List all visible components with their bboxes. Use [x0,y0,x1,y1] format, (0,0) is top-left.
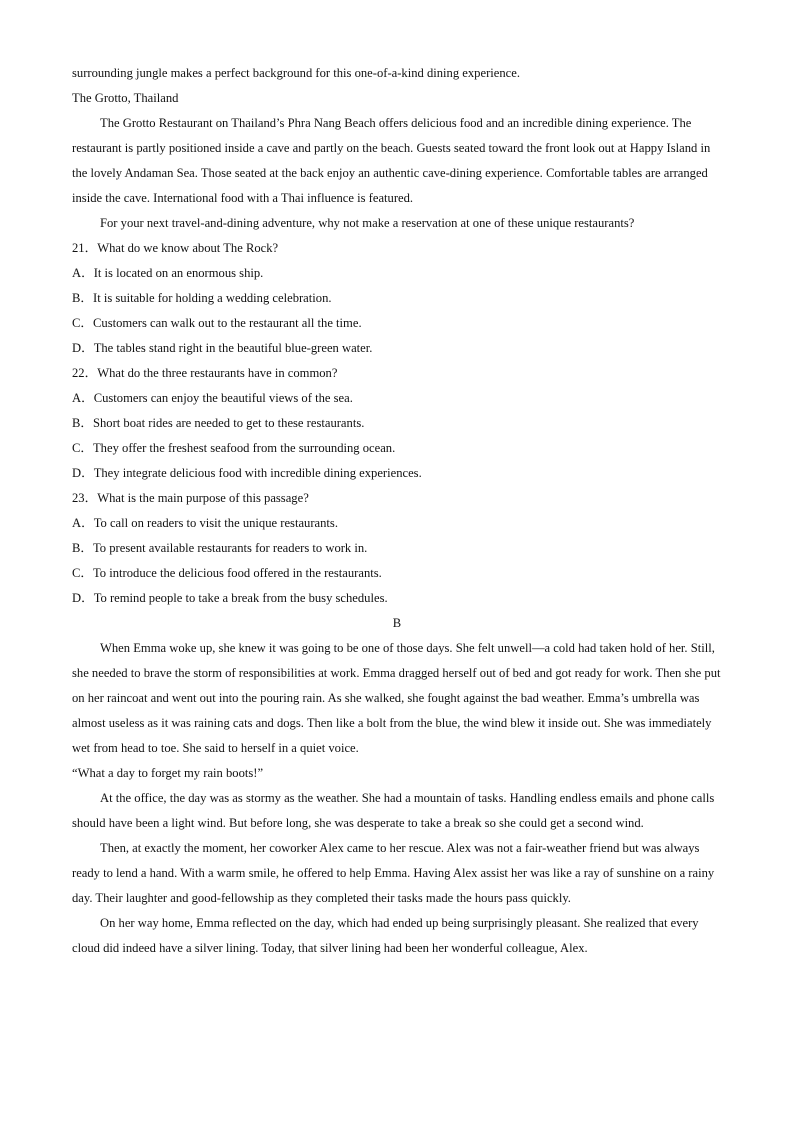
answer-option: A．It is located on an enormous ship. [72,266,264,280]
answer-option: C．They offer the freshest seafood from the surrounding ocean. [72,441,396,455]
answer-option: C．Customers can walk out to the restaurant all the time. [72,316,362,330]
story-paragraph: When Emma woke up, she knew it was going to be one of those days. She felt unwell—a cold had taken hold of her. Still, she needed to brave the storm of responsibilities at work. Emma dragged herself out of bed and got ready for work. Then she put on her raincoat and went out into the pouring rain. As she walked, she fought against the bad weather. Emma’s umbrella was almost useless as it was raining cats and dogs. Then like a bolt from the blue, the wind blew it inside out. She was immediately wet from head to toe. She said to herself in a quiet voice. [72,641,721,755]
question-stem: 23．What is the main purpose of this passage? [72,491,309,505]
jungle-paragraph-tail: surrounding jungle makes a perfect background for this one-of-a-kind dining experience. [72,66,520,80]
grotto-paragraph: The Grotto Restaurant on Thailand’s Phra Nang Beach offers delicious food and an incredible dining experience. The restaurant is partly positioned inside a cave and partly on the beach. Guests seated toward the front look out at Happy Island in the lovely Andaman Sea. Those seated at the back enjoy an authentic cave-dining experience. Comfortable tables are arranged inside the cave. International food with a Thai influence is featured. [72,116,711,205]
section-b-heading: B [392,616,402,630]
answer-option: A．Customers can enjoy the beautiful views of the sea. [72,391,353,405]
answer-option: A．To call on readers to visit the unique restaurants. [72,516,338,530]
answer-option: B．It is suitable for holding a wedding celebration. [72,291,332,305]
answer-option: C．To introduce the delicious food offered in the restaurants. [72,566,382,580]
answer-option: D．They integrate delicious food with incredible dining experiences. [72,466,422,480]
answer-option: D．The tables stand right in the beautiful blue-green water. [72,341,373,355]
answer-option: B．Short boat rides are needed to get to these restaurants. [72,416,365,430]
story-paragraph: At the office, the day was as stormy as the weather. She had a mountain of tasks. Handling endless emails and phone calls should have been a light wind. But before long, she was desperate to take a break so she could get a second wind. [72,791,715,830]
story-paragraph: On her way home, Emma reflected on the day, which had ended up being surprisingly pleasant. She realized that every cloud did indeed have a silver lining. Today, that silver lining had been her wonderful colleague, Alex. [72,916,699,955]
story-paragraph: Then, at exactly the moment, her coworker Alex came to her rescue. Alex was not a fair-weather friend but was always ready to lend a hand. With a warm smile, he offered to help Emma. Having Alex assist her was like a ray of sunshine on a rainy day. Their laughter and good-fellowship as they completed their tasks made the hours pass quickly. [72,841,715,905]
question-stem: 22．What do the three restaurants have in common? [72,366,338,380]
answer-option: B．To present available restaurants for readers to work in. [72,541,368,555]
exam-page [72,61,722,961]
closing-paragraph: For your next travel-and-dining adventure, why not make a reservation at one of these unique restaurants? [100,216,635,230]
grotto-title: The Grotto, Thailand [72,91,179,105]
answer-option: D．To remind people to take a break from the busy schedules. [72,591,388,605]
question-stem: 21．What do we know about The Rock? [72,241,279,255]
story-quote: “What a day to forget my rain boots!” [72,766,264,780]
